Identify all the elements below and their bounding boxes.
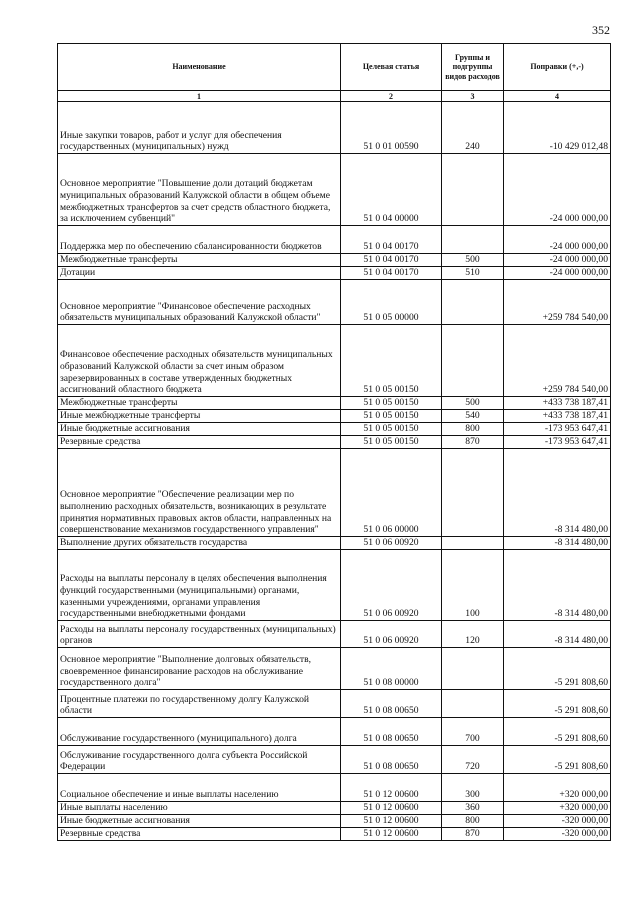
row-amount: -24 000 000,00 xyxy=(504,154,611,226)
row-amount: +320 000,00 xyxy=(504,802,611,815)
row-name: Расходы на выплаты персоналу государственных (муниципальных) органов xyxy=(58,621,341,648)
row-group: 240 xyxy=(442,102,504,154)
row-code: 51 0 04 00170 xyxy=(341,267,442,280)
table-row xyxy=(58,449,611,537)
row-code: 51 0 04 00000 xyxy=(341,154,442,226)
table-row xyxy=(58,325,611,397)
row-name: Резервные средства xyxy=(58,436,341,449)
table-row xyxy=(58,802,611,815)
row-code: 51 0 06 00000 xyxy=(341,449,442,537)
row-group: 700 xyxy=(442,718,504,746)
row-group xyxy=(442,154,504,226)
row-group xyxy=(442,537,504,550)
row-group: 870 xyxy=(442,828,504,841)
column-number: 3 xyxy=(442,91,504,102)
row-code: 51 0 08 00000 xyxy=(341,648,442,690)
row-amount: -24 000 000,00 xyxy=(504,226,611,254)
table-row xyxy=(58,815,611,828)
row-code: 51 0 01 00590 xyxy=(341,102,442,154)
row-code: 51 0 05 00150 xyxy=(341,397,442,410)
row-name: Иные бюджетные ассигнования xyxy=(58,815,341,828)
row-code: 51 0 05 00000 xyxy=(341,280,442,325)
row-name: Иные закупки товаров, работ и услуг для обеспечения государственных (муниципальных) нужд xyxy=(58,102,341,154)
budget-table xyxy=(57,43,611,841)
row-amount: -320 000,00 xyxy=(504,828,611,841)
row-name: Основное мероприятие "Выполнение долговых обязательств, своевременное финансирование расходов на обслуживание государственного долга" xyxy=(58,648,341,690)
table-row xyxy=(58,436,611,449)
row-name: Социальное обеспечение и иные выплаты населению xyxy=(58,774,341,802)
row-name: Дотации xyxy=(58,267,341,280)
row-amount: -24 000 000,00 xyxy=(504,254,611,267)
header-target: Целевая статья xyxy=(341,44,442,91)
row-code: 51 0 06 00920 xyxy=(341,537,442,550)
row-code: 51 0 06 00920 xyxy=(341,550,442,621)
table-row xyxy=(58,267,611,280)
header-row xyxy=(58,44,611,91)
column-number: 2 xyxy=(341,91,442,102)
row-group: 720 xyxy=(442,746,504,774)
row-code: 51 0 08 00650 xyxy=(341,690,442,718)
table-row xyxy=(58,828,611,841)
row-name: Иные бюджетные ассигнования xyxy=(58,423,341,436)
row-amount: -5 291 808,60 xyxy=(504,718,611,746)
row-group: 120 xyxy=(442,621,504,648)
header-group: Группы и подгруппы видов расходов xyxy=(442,44,504,91)
table-row xyxy=(58,648,611,690)
header-name: Наименование xyxy=(58,44,341,91)
row-group xyxy=(442,325,504,397)
row-name: Выполнение других обязательств государства xyxy=(58,537,341,550)
row-code: 51 0 12 00600 xyxy=(341,815,442,828)
column-number: 1 xyxy=(58,91,341,102)
row-code: 51 0 12 00600 xyxy=(341,802,442,815)
row-amount: +320 000,00 xyxy=(504,774,611,802)
row-group xyxy=(442,449,504,537)
row-name: Финансовое обеспечение расходных обязательств муниципальных образований Калужской области за счет иным образом зарезервированных в составе утвержденных бюджетных ассигнований областного бюджета xyxy=(58,325,341,397)
row-code: 51 0 04 00170 xyxy=(341,254,442,267)
row-group: 300 xyxy=(442,774,504,802)
row-group: 510 xyxy=(442,267,504,280)
table-row xyxy=(58,254,611,267)
row-group: 800 xyxy=(442,815,504,828)
table-row xyxy=(58,410,611,423)
row-group xyxy=(442,226,504,254)
row-name: Обслуживание государственного долга субъекта Российской Федерации xyxy=(58,746,341,774)
row-code: 51 0 04 00170 xyxy=(341,226,442,254)
row-amount: +433 738 187,41 xyxy=(504,397,611,410)
row-amount: +259 784 540,00 xyxy=(504,280,611,325)
column-numbers-row xyxy=(58,91,611,102)
row-amount: -5 291 808,60 xyxy=(504,746,611,774)
row-name: Расходы на выплаты персоналу в целях обеспечения выполнения функций государственными (муниципальными) органами, казенными учреждениями, органами управления государственными внебюджетными фондами xyxy=(58,550,341,621)
row-amount: +259 784 540,00 xyxy=(504,325,611,397)
row-amount: -8 314 480,00 xyxy=(504,550,611,621)
row-amount: -5 291 808,60 xyxy=(504,690,611,718)
row-group xyxy=(442,280,504,325)
row-code: 51 0 05 00150 xyxy=(341,436,442,449)
row-name: Поддержка мер по обеспечению сбалансированности бюджетов xyxy=(58,226,341,254)
table-row xyxy=(58,397,611,410)
table-row xyxy=(58,154,611,226)
row-name: Основное мероприятие "Финансовое обеспечение расходных обязательств муниципальных образований Калужской области" xyxy=(58,280,341,325)
row-group: 360 xyxy=(442,802,504,815)
row-code: 51 0 08 00650 xyxy=(341,718,442,746)
row-code: 51 0 12 00600 xyxy=(341,774,442,802)
row-amount: +433 738 187,41 xyxy=(504,410,611,423)
column-number: 4 xyxy=(504,91,611,102)
page-number: 352 xyxy=(592,23,610,37)
row-amount: -10 429 012,48 xyxy=(504,102,611,154)
row-code: 51 0 05 00150 xyxy=(341,325,442,397)
row-code: 51 0 05 00150 xyxy=(341,423,442,436)
row-group xyxy=(442,690,504,718)
row-amount: -5 291 808,60 xyxy=(504,648,611,690)
row-amount: -320 000,00 xyxy=(504,815,611,828)
row-amount: -8 314 480,00 xyxy=(504,537,611,550)
row-name: Иные выплаты населению xyxy=(58,802,341,815)
row-group: 500 xyxy=(442,397,504,410)
row-amount: -8 314 480,00 xyxy=(504,449,611,537)
row-amount: -24 000 000,00 xyxy=(504,267,611,280)
table-row xyxy=(58,746,611,774)
row-group: 870 xyxy=(442,436,504,449)
table-row xyxy=(58,102,611,154)
row-group: 800 xyxy=(442,423,504,436)
row-name: Основное мероприятие "Обеспечение реализации мер по выполнению расходных обязательств, возникающих в результате принятия нормативных правовых актов области, направленных на совершенствование механизмов государственного управления" xyxy=(58,449,341,537)
row-code: 51 0 08 00650 xyxy=(341,746,442,774)
table-row xyxy=(58,550,611,621)
table-row xyxy=(58,690,611,718)
table-row xyxy=(58,280,611,325)
table-row xyxy=(58,718,611,746)
row-name: Резервные средства xyxy=(58,828,341,841)
row-name: Межбюджетные трансферты xyxy=(58,254,341,267)
row-name: Процентные платежи по государственному долгу Калужской области xyxy=(58,690,341,718)
row-code: 51 0 05 00150 xyxy=(341,410,442,423)
row-amount: -173 953 647,41 xyxy=(504,436,611,449)
row-name: Основное мероприятие "Повышение доли дотаций бюджетам муниципальных образований Калужской области в общем объеме межбюджетных трансфертов за счет средств областного бюджета, за исключением субвенций" xyxy=(58,154,341,226)
header-amendments: Поправки (+,-) xyxy=(504,44,611,91)
row-group: 100 xyxy=(442,550,504,621)
row-code: 51 0 06 00920 xyxy=(341,621,442,648)
row-group: 500 xyxy=(442,254,504,267)
table-row xyxy=(58,423,611,436)
table-row xyxy=(58,537,611,550)
row-group xyxy=(442,648,504,690)
table-row xyxy=(58,226,611,254)
table-row xyxy=(58,774,611,802)
row-name: Иные межбюджетные трансферты xyxy=(58,410,341,423)
row-name: Межбюджетные трансферты xyxy=(58,397,341,410)
row-name: Обслуживание государственного (муниципального) долга xyxy=(58,718,341,746)
row-amount: -173 953 647,41 xyxy=(504,423,611,436)
row-code: 51 0 12 00600 xyxy=(341,828,442,841)
row-amount: -8 314 480,00 xyxy=(504,621,611,648)
table-row xyxy=(58,621,611,648)
row-group: 540 xyxy=(442,410,504,423)
